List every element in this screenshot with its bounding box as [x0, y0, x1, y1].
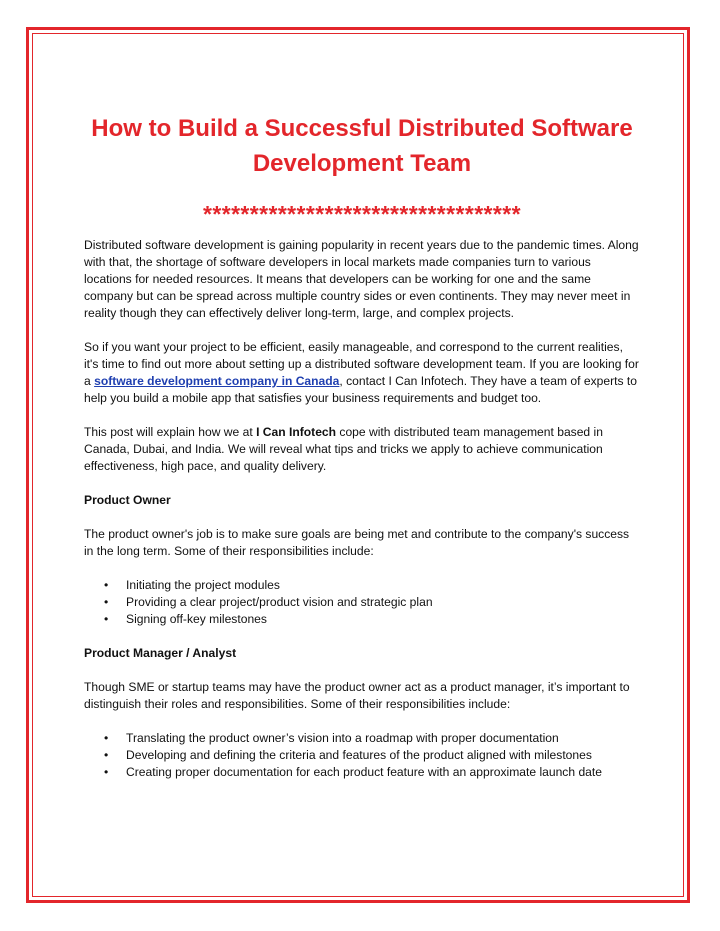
section-heading-product-owner: Product Owner [84, 493, 171, 507]
bullet-icon: • [104, 578, 109, 592]
bullet-icon: • [104, 612, 109, 626]
intro-paragraph: Distributed software development is gaining popularity in recent years due to the pandemic times. Along with that, the shortage of software developers in local markets made companies turn to various locations for needed resources. It means that developers can be working for one and the same company but can be spread across multiple country sides or even continents. They may never meet in reality though they can effectively deliver long-term, large, and complex projects. [84, 238, 639, 320]
list-item [104, 764, 640, 781]
paragraph-text: So if you want your project to be efficient, easily manageable, and correspond to the current realities, it's time to find out more about setting up a distributed software development team. If you are looking for a [84, 340, 639, 388]
list-item [104, 730, 640, 747]
bullet-list-product-manager [84, 730, 640, 781]
document-body [84, 111, 640, 798]
paragraph-text: , contact I Can Infotech. They have a team of experts to help you build a mobile app that satisfies your business requirements and budget too. [84, 374, 637, 405]
paragraph-text: cope with distributed team management based in Canada, Dubai, and India. We will reveal what tips and tricks we apply to achieve communication effectiveness, high pace, and quality delivery. [84, 425, 603, 473]
list-item-text: Developing and defining the criteria and features of the product aligned with milestones [126, 748, 592, 762]
star-divider: ********************************** [203, 201, 521, 227]
section-text-product-manager: Though SME or startup teams may have the product owner act as a product manager, it’s important to distinguish their roles and responsibilities. Some of their responsibilities include: [84, 680, 630, 711]
company-name-bold: I Can Infotech [256, 425, 337, 439]
paragraph-company-link [84, 339, 640, 407]
bullet-icon: • [104, 765, 109, 779]
list-item [104, 611, 640, 628]
bullet-icon: • [104, 748, 109, 762]
list-item [104, 747, 640, 764]
software-development-company-link[interactable]: software development company in Canada [94, 374, 340, 388]
list-item-text: Translating the product owner’s vision into a roadmap with proper documentation [126, 731, 559, 745]
bullet-list-product-owner [84, 577, 640, 628]
list-item [104, 577, 640, 594]
list-item [104, 594, 640, 611]
document-title: How to Build a Successful Distributed Software Development Team [91, 115, 633, 177]
paragraph-text: This post will explain how we at [84, 425, 257, 439]
bullet-icon: • [104, 731, 109, 745]
list-item-text: Creating proper documentation for each product feature with an approximate launch date [126, 765, 602, 779]
bullet-icon: • [104, 595, 109, 609]
paragraph-team-management [84, 424, 640, 475]
list-item-text: Initiating the project modules [126, 578, 280, 592]
section-text-product-owner: The product owner's job is to make sure goals are being met and contribute to the company's success in the long term. Some of their responsibilities include: [84, 527, 630, 558]
list-item-text: Signing off-key milestones [126, 612, 267, 626]
section-heading-product-manager: Product Manager / Analyst [84, 646, 237, 660]
list-item-text: Providing a clear project/product vision and strategic plan [126, 595, 433, 609]
